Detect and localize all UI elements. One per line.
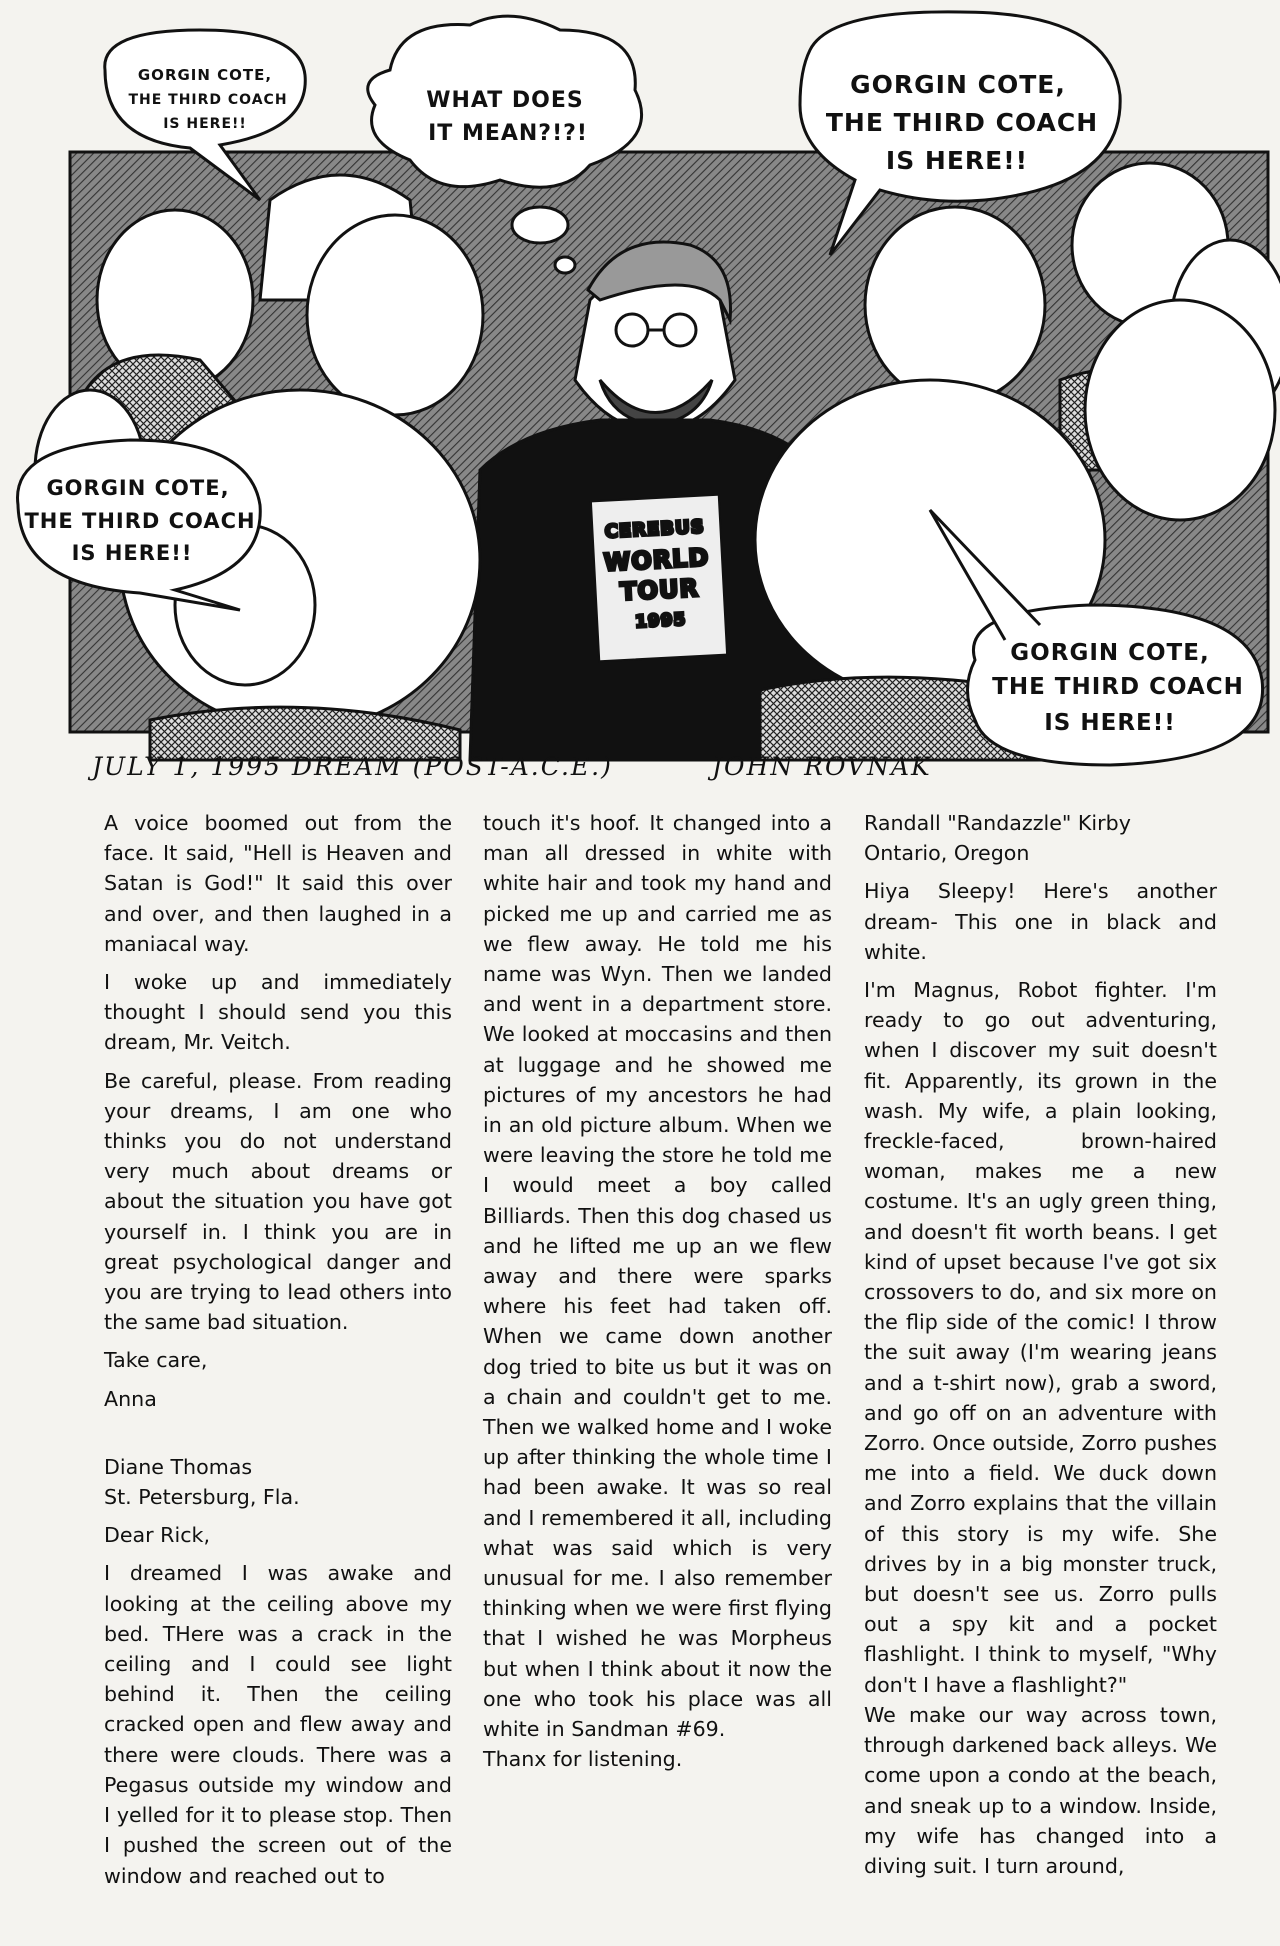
shirt-text-1: CEREBUS — [604, 516, 706, 543]
comic-panel — [0, 0, 1280, 800]
balloon-top-left-line-2: THE THIRD COACH — [128, 92, 288, 108]
balloon-top-left-line-3: IS HERE!! — [163, 116, 247, 132]
balloon-top-center-line-1: WHAT DOES — [426, 88, 584, 113]
balloon-mid-left-line-2: THE THIRD COACH — [24, 509, 256, 533]
anna-signature: Anna — [104, 1386, 157, 1411]
anna-closing: Take care, — [104, 1348, 208, 1373]
diane-name: Diane Thomas — [104, 1454, 253, 1479]
randall-name: Randall "Randazzle" Kirby — [864, 811, 1131, 835]
balloon-mid-left-line-3: IS HERE!! — [71, 541, 193, 565]
balloon-top-right-line-2: THE THIRD COACH — [825, 108, 1099, 137]
randall-location: Ontario, Oregon — [864, 841, 1030, 866]
column-3 — [864, 808, 1217, 1889]
balloon-top-center-line-2: IT MEAN?!?! — [428, 121, 588, 146]
column-2 — [483, 808, 832, 1783]
balloon-bottom-right-line-3: IS HERE!! — [1044, 710, 1176, 736]
diane-thanks: Thanx for listening. — [483, 1747, 683, 1772]
caption-artist: JOHN ROVNAK — [712, 752, 932, 781]
anna-paragraph-3: Be careful, please. From reading your dreams, I am one who thinks you do not understand very much about dreams or about the situation you have got yourself in. I think you are in great psychological danger and you are trying to lead others into the same bad situation. — [104, 1068, 452, 1335]
randall-intro: Hiya Sleepy! Here's another dream- This one in black and white. — [864, 879, 1217, 964]
anna-paragraph-1: A voice boomed out from the face. It said, "Hell is Heaven and Satan is God!" It said this over and over, and then laughed in a maniacal way. — [104, 811, 452, 956]
shirt-text-2: WORLD — [603, 543, 711, 577]
randall-body-1: I'm Magnus, Robot fighter. I'm ready to go out adventuring, when I discover my suit doesn't fit. Apparently, its grown in the wash. My wife, a plain looking, freckle-faced, brown-haired woman, makes me a new costume. It's an ugly green thing, and doesn't fit worth beans. I get kind of upset because I've got six crossovers to do, and six more on the flip side of the comic! I throw the suit away (I'm wearing jeans and a t-shirt now), grab a sword, and go off on an adventure with Zorro. Once outside, Zorro pushes me into a field. We duck down and Zorro explains that the villain of this story is my wife. She drives by in a big monster truck, but doesn't see us. Zorro pulls out a spy kit and a pocket flashlight. I think to myself, "Why don't I have a flashlight?" — [864, 978, 1217, 1697]
balloon-top-left-line-1: GORGIN COTE, — [137, 66, 273, 84]
balloon-top-right-line-1: GORGIN COTE, — [850, 70, 1066, 99]
balloon-bottom-right-line-1: GORGIN COTE, — [1010, 640, 1210, 666]
shirt-text-3: TOUR — [619, 573, 700, 607]
balloon-top-right-line-3: IS HERE!! — [885, 146, 1029, 175]
anna-paragraph-2: I woke up and immediately thought I should send you this dream, Mr. Veitch. — [104, 970, 452, 1055]
diane-salutation: Dear Rick, — [104, 1523, 210, 1548]
letter-separator — [104, 1422, 452, 1452]
diane-body-part-2: touch it's hoof. It changed into a man all dressed in white with white hair and took my hand and picked me up and carried me as we flew away. He told me his name was Wyn. Then we landed and went in a department store. We looked at moccasins and then at luggage and he showed me pictures of my ancestors he had in an old picture album. When we were leaving the store he told me I would meet a boy called Billiards. Then this dog chased us and he lifted me up an we flew away and there were sparks where his feet had taken off. When we came down another dog tried to bite us but it was on a chain and couldn't get to me. Then we walked home and I woke up after thinking the whole time I had been awake. It was so real and I remembered it all, including what was said which is very unusual for me. I also remember thinking when we were first flying that I wished he was Morpheus but when I think about it now the one who took his place was all white in Sandman #69. — [483, 811, 832, 1742]
shirt-text-4: 1995 — [634, 609, 687, 633]
diane-location: St. Petersburg, Fla. — [104, 1485, 300, 1510]
randall-body-2: We make our way across town, through darkened back alleys. We come upon a condo at the beach, and sneak up to a window. Inside, my wife has changed into a diving suit. I turn around, — [864, 1702, 1217, 1878]
balloon-mid-left-line-1: GORGIN COTE, — [46, 476, 230, 500]
column-1 — [104, 808, 452, 1899]
diane-body-part-1: I dreamed I was awake and looking at the ceiling above my bed. THere was a crack in the ceiling and I could see light behind it. Then the ceiling cracked open and flew away and there were clouds. There was a Pegasus outside my window and I yelled for it to please stop. Then I pushed the screen out of the window and reached out to — [104, 1561, 452, 1888]
caption-date: JULY 1, 1995 DREAM (POST-A.C.E.) — [92, 752, 613, 781]
balloon-bottom-right-line-2: THE THIRD COACH — [992, 674, 1244, 700]
